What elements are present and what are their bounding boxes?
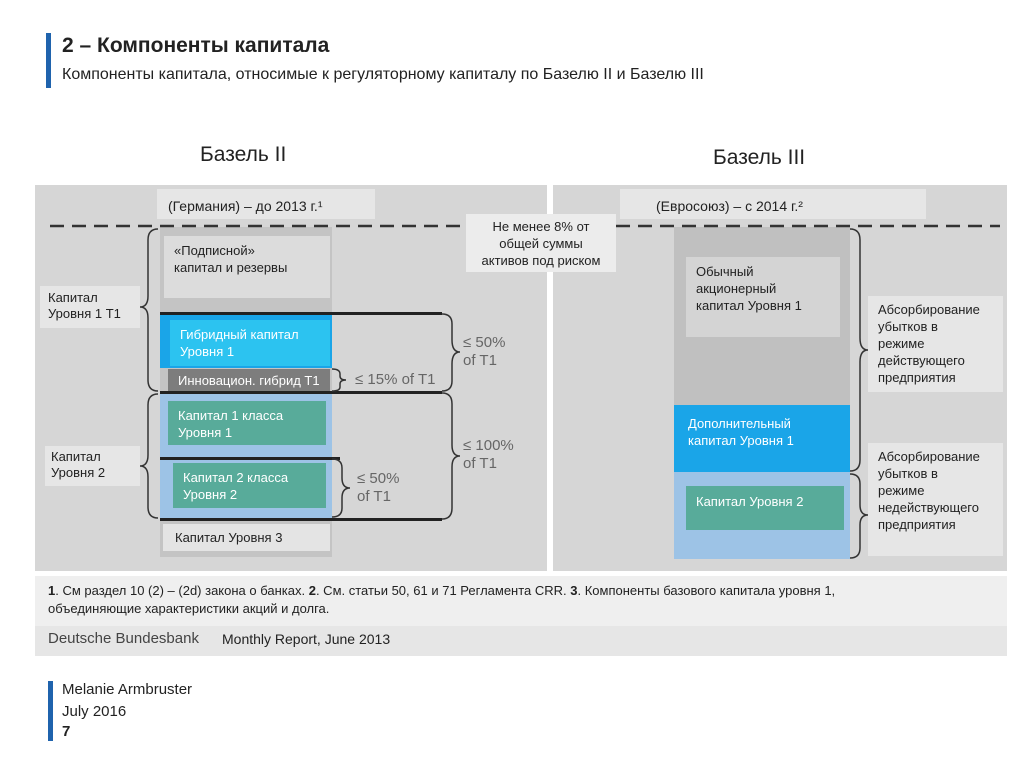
basel2-period: (Германия) – до 2013 г.¹ [168, 198, 323, 214]
gone-concern-bracket [850, 474, 868, 558]
footnote-text [48, 582, 835, 618]
cet1-label: Обычный акционерный капитал Уровня 1 [696, 264, 802, 313]
tier2-class2-label: Капитал 2 класса Уровня 2 [183, 470, 289, 502]
going-concern-label: Абсорбирование убытков в режиме действующего предприятия [878, 302, 980, 385]
tier2-limit-label: ≤ 100% of T1 [463, 437, 514, 472]
subscribed-capital-label: «Подписной» капитал и резервы [174, 243, 288, 275]
going-concern-bracket [850, 229, 868, 471]
footnote-text-3: . Компоненты базового капитала уровня 1, [577, 583, 836, 598]
minimum-capital-note: Не менее 8% от общей суммы активов под риском [481, 219, 601, 268]
at1-label: Дополнительный капитал Уровня 1 [688, 416, 794, 448]
tier2-class1-label: Капитал 1 класса Уровня 1 [178, 408, 284, 440]
hybrid-limit-label: ≤ 50% of T1 [463, 334, 506, 369]
innovative-hybrid-label: Инновацион. гибрид Т1 [178, 373, 320, 388]
class2-limit-label: ≤ 50% of T1 [357, 470, 400, 505]
page-number: 7 [62, 723, 71, 740]
source-organization: Deutsche Bundesbank [48, 630, 199, 647]
hybrid-limit-bracket [442, 314, 460, 391]
hybrid-capital-label: Гибридный капитал Уровня 1 [180, 327, 299, 359]
tier2-left-bracket [140, 394, 158, 518]
tier3-label: Капитал Уровня 3 [175, 530, 283, 545]
page-subtitle: Компоненты капитала, относимые к регуляторному капиталу по Базелю II и Базелю III [62, 66, 704, 83]
footnote-number-1: 1 [48, 583, 56, 598]
basel3-title: Базель III [713, 146, 806, 169]
innovative-limit-label: ≤ 15% of T1 [355, 371, 436, 388]
class2-limit-bracket [332, 459, 350, 517]
basel3-period: (Евросоюз) – с 2014 г.² [656, 198, 803, 214]
author-date: July 2016 [62, 703, 127, 720]
gone-concern-label: Абсорбирование убытков в режиме недействующего предприятия [878, 449, 980, 532]
page-title: 2 – Компоненты капитала [62, 34, 330, 57]
tier1-side-label: Капитал Уровня 1 Т1 [48, 290, 121, 321]
footnote-text-2: . См. статьи 50, 61 и 71 Регламента CRR. [315, 583, 571, 598]
tier1-left-bracket [140, 229, 158, 391]
source-document: Monthly Report, June 2013 [222, 631, 391, 647]
footnote-line-2: объединяющие характеристики акций и долга. [48, 601, 330, 616]
basel2-title: Базель II [200, 143, 287, 166]
footnote-number-3: 3 [570, 583, 578, 598]
author-name: Melanie Armbruster [62, 681, 193, 698]
footnote-number-2: 2 [308, 583, 316, 598]
tier2-side-label: Капитал Уровня 2 [51, 449, 106, 480]
tier2-limit-bracket [442, 393, 460, 519]
innovative-limit-bracket [332, 369, 346, 391]
footnote-text-1: . См раздел 10 (2) – (2d) закона о банках. [55, 583, 309, 598]
t2-label: Капитал Уровня 2 [696, 494, 804, 509]
author-accent-bar [48, 681, 53, 741]
